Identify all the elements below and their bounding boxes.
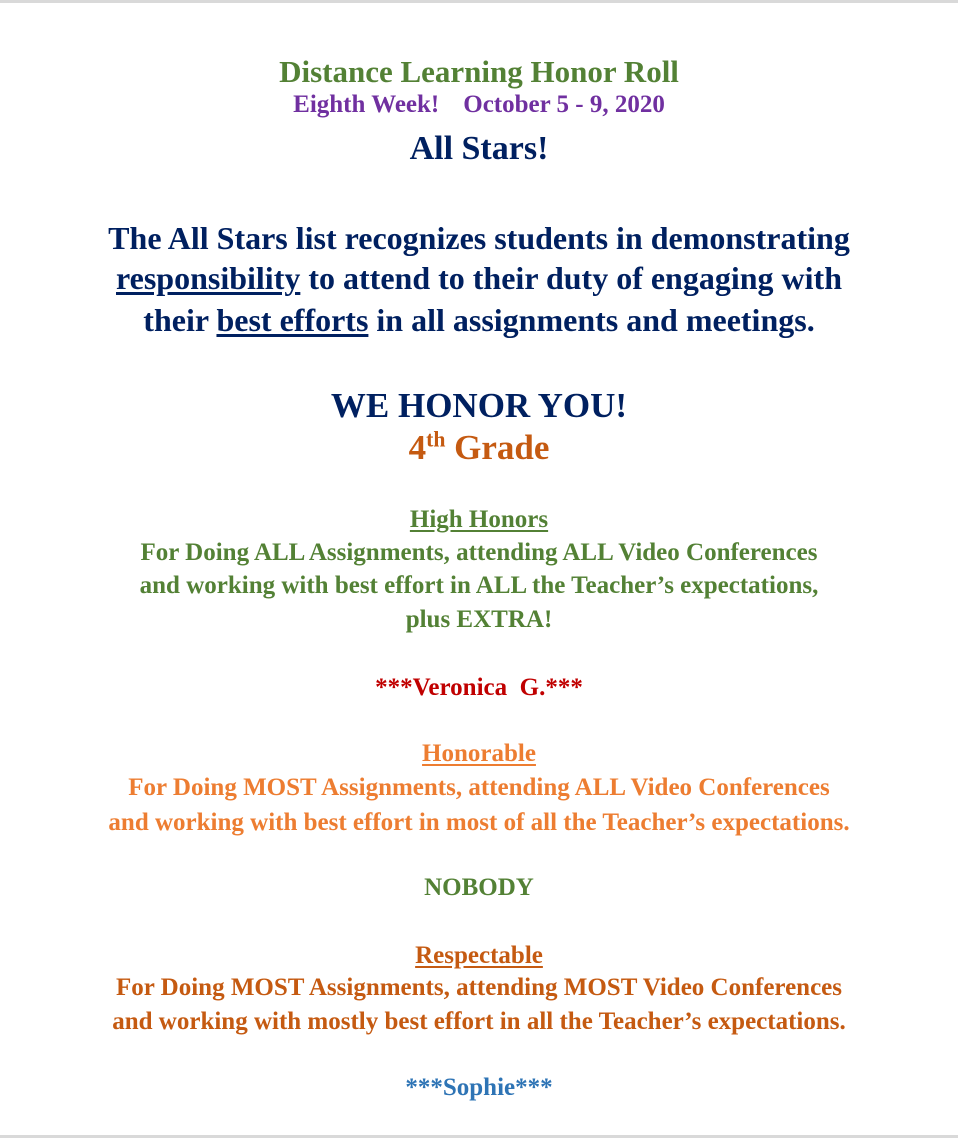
top-border bbox=[0, 0, 958, 3]
week-line bbox=[0, 91, 958, 119]
respectable-desc-2: and working with mostly best effort in all the Teacher’s expectations. bbox=[112, 1008, 846, 1035]
honorable-desc-2: and working with best effort in most of all the Teacher’s expectations. bbox=[108, 809, 850, 836]
all-stars-heading: All Stars! bbox=[409, 130, 549, 167]
high-honors-desc-2: and working with best effort in ALL the Teacher’s expectations, bbox=[139, 572, 819, 599]
intro-line-2 bbox=[0, 260, 958, 297]
intro-line-1: The All Stars list recognizes students in demonstrating bbox=[108, 220, 850, 256]
high-honors-heading: High Honors bbox=[409, 506, 549, 533]
intro-line-3-prefix: their bbox=[143, 302, 217, 338]
respectable-heading: Respectable bbox=[415, 942, 543, 969]
intro-line-3-rest: in all assignments and meetings. bbox=[368, 302, 815, 338]
respectable-desc-1: For Doing MOST Assignments, attending MOST Video Conferences bbox=[116, 974, 842, 1001]
grade-number: 4 bbox=[408, 428, 427, 467]
week-label: Eighth Week! bbox=[293, 91, 440, 118]
high-honors-desc-1: For Doing ALL Assignments, attending ALL Video Conferences bbox=[140, 539, 818, 566]
intro-line-2-rest: to attend to their duty of engaging with bbox=[300, 260, 842, 296]
responsibility-keyword: responsibility bbox=[116, 260, 301, 296]
best-efforts-keyword: best efforts bbox=[216, 302, 369, 338]
honorable-heading: Honorable bbox=[422, 740, 536, 767]
high-honors-students: ***Veronica G.*** bbox=[375, 674, 583, 701]
respectable-students: ***Sophie*** bbox=[405, 1074, 553, 1101]
intro-line-3 bbox=[0, 302, 958, 339]
honorable-desc-1: For Doing MOST Assignments, attending ALL Video Conferences bbox=[128, 774, 830, 801]
we-honor-you-heading: WE HONOR YOU! bbox=[330, 386, 628, 425]
date-range: October 5 - 9, 2020 bbox=[463, 91, 665, 118]
document-title: Distance Learning Honor Roll bbox=[279, 54, 679, 89]
grade-ordinal-suffix: th bbox=[426, 427, 446, 452]
grade-word: Grade bbox=[445, 428, 550, 467]
grade-heading bbox=[0, 428, 958, 468]
high-honors-desc-3: plus EXTRA! bbox=[405, 606, 553, 633]
honorable-students: NOBODY bbox=[424, 874, 534, 901]
